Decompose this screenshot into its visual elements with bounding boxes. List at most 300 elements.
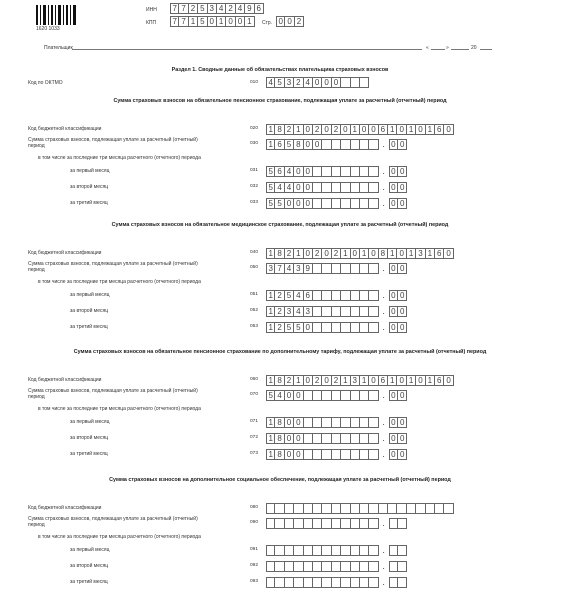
digit-cell (351, 182, 360, 193)
digit-cell (369, 417, 378, 428)
digit-cell (332, 166, 341, 177)
digit-cell: 2 (295, 16, 304, 27)
kbk-cells (266, 124, 454, 135)
month-label: за первый месяц (70, 419, 110, 425)
digit-cell (351, 545, 360, 556)
digit-cell: 1 (407, 375, 416, 386)
digit-cell: 0 (294, 166, 303, 177)
kopeck-cell: 0 (398, 139, 407, 150)
digit-cell: 0 (285, 433, 294, 444)
kopeck-cell: 0 (389, 139, 398, 150)
digit-cell (322, 449, 331, 460)
digit-cell: 9 (304, 263, 313, 274)
month-code: 071 (250, 419, 259, 424)
digit-cell: 6 (435, 124, 444, 135)
kopeck-cell: 0 (389, 449, 398, 460)
digit-cell: 5 (294, 322, 303, 333)
month-code: 073 (250, 451, 259, 456)
kopeck-cell: 0 (389, 290, 398, 301)
kbk-label: Код бюджетной классификации (28, 377, 102, 383)
digit-cell: 0 (294, 417, 303, 428)
digit-cell (332, 390, 341, 401)
digit-cell (351, 417, 360, 428)
digit-cell: 0 (322, 375, 331, 386)
digit-cell: 0 (285, 390, 294, 401)
digit-cell (322, 503, 331, 514)
digit-cell: 2 (332, 124, 341, 135)
digit-cell (332, 263, 341, 274)
month-code: 092 (250, 563, 259, 568)
incl-label: в том числе за последние три месяца расчетного (отчетного) периода (38, 279, 201, 285)
digit-cell: 0 (341, 124, 350, 135)
digit-cell: 5 (275, 77, 284, 88)
digit-cell: 0 (276, 16, 285, 27)
digit-cell: 1 (266, 306, 275, 317)
digit-cell: 0 (285, 417, 294, 428)
month-code: 033 (250, 200, 259, 205)
digit-cell: 8 (294, 139, 303, 150)
digit-cell (351, 503, 360, 514)
date-day-line (431, 49, 445, 50)
digit-cell (332, 545, 341, 556)
digit-cell (313, 166, 322, 177)
digit-cell: 2 (313, 248, 322, 259)
digit-cell: 1 (294, 124, 303, 135)
digit-cell (360, 77, 369, 88)
digit-cell: 5 (198, 3, 207, 14)
kopeck-cell: 0 (398, 290, 407, 301)
digit-cell (294, 561, 303, 572)
kopeck-cell: 0 (398, 417, 407, 428)
kbk-cells (266, 248, 454, 259)
digit-cell (275, 518, 284, 529)
digit-cell: 0 (285, 449, 294, 460)
digit-cell (313, 322, 322, 333)
digit-cell (379, 503, 388, 514)
oktmo-code: 010 (250, 80, 259, 85)
digit-cell: 6 (379, 375, 388, 386)
digit-cell (341, 306, 350, 317)
digit-cell (304, 561, 313, 572)
digit-cell (360, 561, 369, 572)
digit-cell (351, 263, 360, 274)
decimal-point: . (382, 433, 385, 443)
digit-cell (351, 577, 360, 588)
month-label: за третий месяц (70, 451, 108, 457)
digit-cell (322, 417, 331, 428)
digit-cell (360, 306, 369, 317)
digit-cell: 0 (304, 248, 313, 259)
digit-cell: 1 (426, 248, 435, 259)
digit-cell (313, 577, 322, 588)
digit-cell: 0 (304, 124, 313, 135)
incl-label: в том числе за последние три месяца расчетного (отчетного) периода (38, 534, 201, 540)
digit-cell: 0 (369, 375, 378, 386)
kopeck-cell: 0 (389, 306, 398, 317)
block-title: Сумма страховых взносов на обязательное пенсионное страхование, подлежащая уплате за расчетный (отчетный) период (113, 98, 447, 104)
digit-cell (322, 166, 331, 177)
block-title: Сумма страховых взносов на дополнительное социальное обеспечение, подлежащая уплате за расчетный (отчетный) период (109, 477, 451, 483)
decimal-point: . (382, 417, 385, 427)
digit-cell: 0 (313, 139, 322, 150)
digit-cell: 2 (332, 248, 341, 259)
kbk-label: Код бюджетной классификации (28, 505, 102, 511)
decimal-point: . (382, 545, 385, 555)
digit-cell: 0 (416, 375, 425, 386)
digit-cell (332, 198, 341, 209)
digit-cell (294, 545, 303, 556)
month-code: 051 (250, 292, 259, 297)
digit-cell: 0 (236, 16, 245, 27)
month-label: за первый месяц (70, 547, 110, 553)
decimal-point: . (382, 518, 385, 528)
digit-cell: 1 (341, 375, 350, 386)
digit-cell: 1 (266, 449, 275, 460)
incl-label: в том числе за последние три месяца расчетного (отчетного) периода (38, 155, 201, 161)
month-cells (266, 198, 407, 209)
digit-cell: 5 (266, 198, 275, 209)
digit-cell (360, 322, 369, 333)
digit-cell (332, 577, 341, 588)
digit-cell (341, 449, 350, 460)
barcode (36, 2, 78, 32)
block-title: Сумма страховых взносов на обязательное пенсионное страхование по дополнительному тарифу, подлежащая уплате за расчетный (отчетный) период (73, 349, 487, 355)
digit-cell (351, 290, 360, 301)
digit-cell: 6 (435, 375, 444, 386)
digit-cell: 5 (266, 182, 275, 193)
kopeck-cell (398, 577, 407, 588)
digit-cell (294, 503, 303, 514)
digit-cell: 0 (294, 390, 303, 401)
digit-cell: 0 (369, 248, 378, 259)
digit-cell (322, 198, 331, 209)
digit-cell (341, 139, 350, 150)
page-label: Стр. (262, 20, 273, 26)
digit-cell: 4 (294, 290, 303, 301)
digit-cell: 1 (407, 248, 416, 259)
digit-cell (351, 433, 360, 444)
digit-cell: 0 (369, 124, 378, 135)
digit-cell (351, 306, 360, 317)
digit-cell (369, 139, 378, 150)
digit-cell: 1 (388, 124, 397, 135)
month-label: за второй месяц (70, 563, 109, 569)
decimal-point: . (382, 390, 385, 400)
digit-cell: 0 (294, 198, 303, 209)
digit-cell: 1 (266, 139, 275, 150)
digit-cell (313, 518, 322, 529)
digit-cell (313, 417, 322, 428)
kopeck-cell: 0 (389, 166, 398, 177)
oktmo-label: Код по ОКТМО (28, 80, 63, 86)
digit-cell: 0 (351, 248, 360, 259)
digit-cell: 1 (360, 248, 369, 259)
digit-cell (369, 545, 378, 556)
digit-cell (313, 561, 322, 572)
decimal-point: . (382, 290, 385, 300)
kpp-label: КПП (146, 20, 157, 26)
digit-cell: 0 (294, 182, 303, 193)
digit-cell (332, 139, 341, 150)
digit-cell: 4 (285, 166, 294, 177)
sum-cells (266, 139, 407, 150)
month-code: 091 (250, 547, 259, 552)
sum-code: 050 (250, 265, 259, 270)
digit-cell (360, 166, 369, 177)
digit-cell (351, 322, 360, 333)
digit-cell (341, 182, 350, 193)
digit-cell (360, 503, 369, 514)
digit-cell: 1 (189, 16, 198, 27)
digit-cell: 0 (444, 124, 453, 135)
digit-cell: 6 (379, 124, 388, 135)
digit-cell (369, 433, 378, 444)
digit-cell: 1 (407, 124, 416, 135)
kopeck-cell: 0 (398, 198, 407, 209)
digit-cell: 6 (304, 290, 313, 301)
digit-cell (266, 561, 275, 572)
digit-cell: 1 (341, 248, 350, 259)
digit-cell (266, 545, 275, 556)
date-mid: » (446, 45, 449, 51)
month-code: 031 (250, 168, 259, 173)
digit-cell (275, 577, 284, 588)
digit-cell: 8 (275, 433, 284, 444)
digit-cell (332, 433, 341, 444)
digit-cell: 6 (255, 3, 264, 14)
digit-cell: 1 (351, 124, 360, 135)
digit-cell: 1 (266, 417, 275, 428)
kbk-cells (266, 503, 454, 514)
digit-cell (322, 322, 331, 333)
digit-cell: 5 (285, 322, 294, 333)
month-code: 052 (250, 308, 259, 313)
digit-cell: 4 (275, 182, 284, 193)
digit-cell (285, 518, 294, 529)
digit-cell: 7 (170, 16, 179, 27)
digit-cell (313, 545, 322, 556)
inn-cells (170, 3, 264, 14)
oktmo-cells (266, 77, 369, 88)
kopeck-cell: 0 (398, 433, 407, 444)
digit-cell (313, 503, 322, 514)
digit-cell (444, 503, 453, 514)
kbk-label: Код бюджетной классификации (28, 126, 102, 132)
digit-cell: 0 (397, 248, 406, 259)
digit-cell: 5 (266, 390, 275, 401)
digit-cell: 3 (416, 248, 425, 259)
month-label: за первый месяц (70, 292, 110, 298)
digit-cell (360, 198, 369, 209)
inn-label: ИНН (146, 7, 157, 13)
digit-cell (322, 139, 331, 150)
digit-cell (322, 433, 331, 444)
kopeck-cell: 0 (398, 390, 407, 401)
digit-cell (313, 182, 322, 193)
digit-cell (360, 433, 369, 444)
digit-cell (360, 518, 369, 529)
digit-cell (341, 503, 350, 514)
month-label: за третий месяц (70, 200, 108, 206)
digit-cell (332, 503, 341, 514)
digit-cell (322, 518, 331, 529)
month-label: за второй месяц (70, 435, 109, 441)
digit-cell (435, 503, 444, 514)
digit-cell (313, 263, 322, 274)
digit-cell: 3 (304, 306, 313, 317)
kbk-code: 060 (250, 377, 259, 382)
date-month-line (451, 49, 469, 50)
digit-cell: 3 (285, 77, 294, 88)
digit-cell (397, 503, 406, 514)
decimal-point: . (382, 577, 385, 587)
digit-cell: 7 (179, 16, 188, 27)
kopeck-cell: 0 (389, 390, 398, 401)
kopeck-cell (398, 561, 407, 572)
digit-cell: 4 (266, 77, 275, 88)
digit-cell: 5 (266, 166, 275, 177)
digit-cell: 5 (275, 198, 284, 209)
digit-cell (304, 503, 313, 514)
digit-cell (351, 198, 360, 209)
barcode-number: 1620 1033 (36, 26, 60, 32)
digit-cell: 6 (275, 139, 284, 150)
digit-cell: 0 (360, 124, 369, 135)
decimal-point: . (382, 139, 385, 149)
digit-cell (313, 390, 322, 401)
digit-cell: 1 (294, 248, 303, 259)
digit-cell: 3 (285, 306, 294, 317)
digit-cell (304, 518, 313, 529)
kbk-cells (266, 375, 454, 386)
digit-cell: 0 (304, 166, 313, 177)
digit-cell (322, 561, 331, 572)
digit-cell: 3 (208, 3, 217, 14)
kopeck-cell (389, 545, 398, 556)
decimal-point: . (382, 449, 385, 459)
digit-cell: 0 (322, 124, 331, 135)
digit-cell: 1 (388, 248, 397, 259)
digit-cell (332, 417, 341, 428)
digit-cell: 5 (285, 139, 294, 150)
digit-cell (360, 417, 369, 428)
digit-cell: 2 (285, 375, 294, 386)
digit-cell (407, 503, 416, 514)
digit-cell: 0 (304, 198, 313, 209)
decimal-point: . (382, 561, 385, 571)
digit-cell (360, 545, 369, 556)
digit-cell: 2 (275, 322, 284, 333)
digit-cell (341, 545, 350, 556)
digit-cell (351, 449, 360, 460)
month-cells (266, 561, 407, 572)
digit-cell: 1 (217, 16, 226, 27)
digit-cell (416, 503, 425, 514)
digit-cell (360, 390, 369, 401)
sum-label: Сумма страховых взносов, подлежащая уплате за расчетный (отчетный) период (28, 388, 198, 400)
kopeck-cell (389, 577, 398, 588)
kopeck-cell: 0 (389, 198, 398, 209)
payer-label: Плательщик (44, 45, 73, 51)
digit-cell: 2 (285, 124, 294, 135)
decimal-point: . (382, 322, 385, 332)
digit-cell (332, 518, 341, 529)
digit-cell (294, 577, 303, 588)
digit-cell: 2 (275, 306, 284, 317)
digit-cell: 4 (304, 77, 313, 88)
digit-cell (341, 166, 350, 177)
digit-cell: 4 (275, 390, 284, 401)
digit-cell: 1 (426, 375, 435, 386)
month-code: 072 (250, 435, 259, 440)
digit-cell: 6 (435, 248, 444, 259)
month-label: за второй месяц (70, 184, 109, 190)
month-cells (266, 577, 407, 588)
digit-cell (322, 306, 331, 317)
digit-cell: 1 (266, 322, 275, 333)
digit-cell (275, 545, 284, 556)
digit-cell (322, 290, 331, 301)
digit-cell (304, 433, 313, 444)
digit-cell (360, 139, 369, 150)
digit-cell: 4 (236, 3, 245, 14)
digit-cell (369, 290, 378, 301)
digit-cell (351, 518, 360, 529)
digit-cell (369, 322, 378, 333)
digit-cell (351, 77, 360, 88)
kopeck-cell: 0 (389, 182, 398, 193)
digit-cell (341, 290, 350, 301)
kopeck-cell: 0 (398, 263, 407, 274)
digit-cell: 0 (322, 248, 331, 259)
sum-code: 090 (250, 520, 259, 525)
digit-cell (351, 390, 360, 401)
section-title: Раздел 1. Сводные данные об обязательствах плательщика страховых взносов (171, 67, 389, 73)
digit-cell: 8 (275, 375, 284, 386)
digit-cell: 0 (294, 449, 303, 460)
kbk-code: 040 (250, 250, 259, 255)
digit-cell (275, 561, 284, 572)
digit-cell: 1 (245, 16, 254, 27)
digit-cell: 1 (266, 124, 275, 135)
block-title: Сумма страховых взносов на обязательное медицинское страхование, подлежащая уплате за расчетный (отчетный) период (111, 222, 449, 228)
digit-cell (369, 182, 378, 193)
sum-label: Сумма страховых взносов, подлежащая уплате за расчетный (отчетный) период (28, 261, 198, 273)
digit-cell: 0 (285, 16, 294, 27)
kopeck-cell: 0 (398, 306, 407, 317)
decimal-point: . (382, 263, 385, 273)
digit-cell (360, 449, 369, 460)
digit-cell: 2 (313, 124, 322, 135)
month-cells (266, 417, 407, 428)
digit-cell: 3 (351, 375, 360, 386)
digit-cell: 1 (388, 375, 397, 386)
digit-cell: 1 (266, 290, 275, 301)
digit-cell: 0 (444, 375, 453, 386)
month-label: за второй месяц (70, 308, 109, 314)
digit-cell (285, 545, 294, 556)
kopeck-cell: 0 (398, 449, 407, 460)
sum-label: Сумма страховых взносов, подлежащая уплате за расчетный (отчетный) период (28, 137, 198, 149)
kopeck-cell: 0 (398, 322, 407, 333)
digit-cell: 1 (266, 248, 275, 259)
month-cells (266, 433, 407, 444)
digit-cell (351, 561, 360, 572)
digit-cell (275, 503, 284, 514)
digit-cell: 2 (332, 375, 341, 386)
digit-cell (426, 503, 435, 514)
digit-cell (369, 503, 378, 514)
